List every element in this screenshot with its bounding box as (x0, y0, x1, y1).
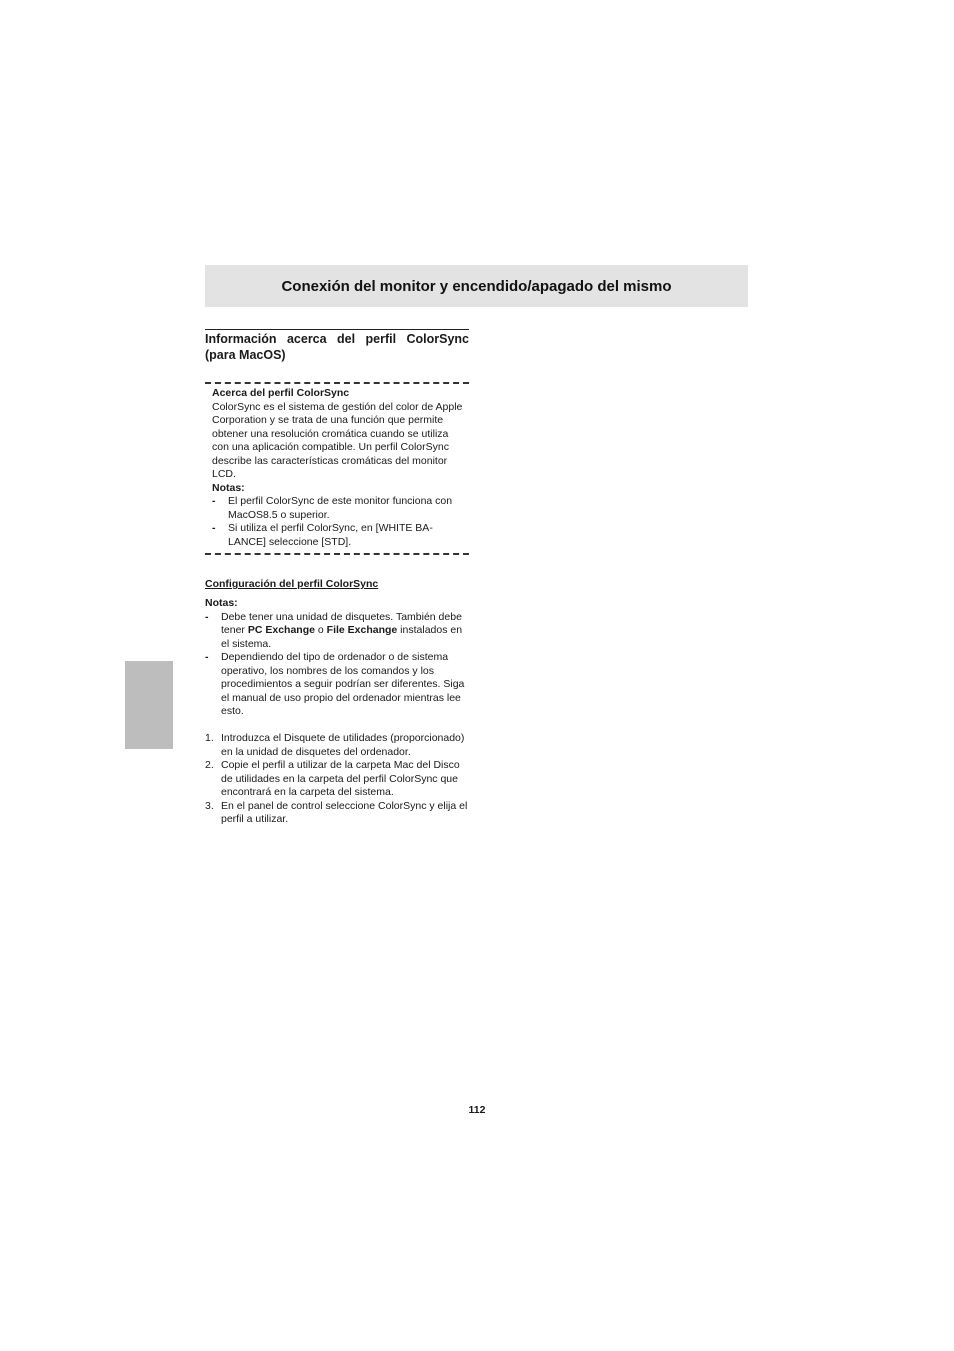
step-text: Introduzca el Disquete de utilidades (proporcionado) en la unidad de disquetes del ordenador. (221, 732, 465, 758)
list-item (212, 522, 467, 549)
note-bold-pc-exchange: PC Exchange (247, 624, 315, 636)
note-text-pre: Debe tener una unidad de disquetes. También debe tener (221, 610, 462, 636)
steps-list (205, 732, 469, 827)
side-tab (125, 661, 173, 749)
config-notes-label: Notas: (205, 597, 238, 609)
step-item (205, 800, 469, 827)
box-notes-label: Notas: (212, 481, 245, 494)
list-item (212, 495, 467, 522)
bullet-dash: - (212, 495, 216, 507)
step-text: Copie el perfil a utilizar de la carpeta Mac del Disco de utilidades en la carpeta del perfil ColorSync que encontrará en la carpeta del sistema. (221, 759, 460, 798)
bullet-dash: - (205, 610, 209, 623)
section-title: Información acerca del perfil ColorSync (para MacOS) (205, 332, 469, 362)
info-box (212, 387, 467, 549)
box-body: ColorSync es el sistema de gestión del color de Apple Corporation y se trata de una función que permite obtener una resolución cromática cuando se utiliza con una aplicación compatible. Un perfil ColorSync describe las características cromáticas del monitor LCD. (212, 400, 463, 480)
list-item (205, 611, 469, 652)
note-text-post: instalados en el sistema. (221, 624, 463, 650)
box-top-divider (205, 382, 469, 384)
step-item (205, 759, 469, 800)
box-bottom-divider (205, 553, 469, 555)
note-text-mid: o (314, 624, 327, 636)
section-rule (205, 329, 469, 330)
page-number: 112 (468, 1104, 486, 1116)
note-text: Si utiliza el perfil ColorSync, en [WHITE BA-LANCE] seleccione [STD]. (228, 522, 433, 548)
box-title: Acerca del perfil ColorSync (212, 387, 350, 399)
list-item (205, 651, 469, 719)
step-number: 1. (205, 732, 214, 744)
step-number: 2. (205, 759, 214, 771)
bullet-dash: - (205, 651, 209, 663)
note-bold-file-exchange: File Exchange (326, 624, 398, 636)
note-text: El perfil ColorSync de este monitor funciona con MacOS8.5 o superior. (228, 495, 453, 521)
header-band (205, 265, 748, 307)
config-title: Configuración del perfil ColorSync (205, 578, 379, 590)
config-notes (205, 597, 469, 719)
page-title: Conexión del monitor y encendido/apagado del mismo (281, 278, 672, 295)
step-number: 3. (205, 799, 214, 812)
bullet-dash: - (212, 522, 216, 534)
note-text: Dependiendo del tipo de ordenador o de sistema operativo, los nombres de los comandos y los procedimientos a seguir podrían ser diferentes. Siga el manual de uso propio del ordenador mientras lee esto. (221, 651, 465, 717)
step-text: En el panel de control seleccione ColorSync y elija el perfil a utilizar. (221, 799, 468, 825)
step-item (205, 732, 469, 759)
